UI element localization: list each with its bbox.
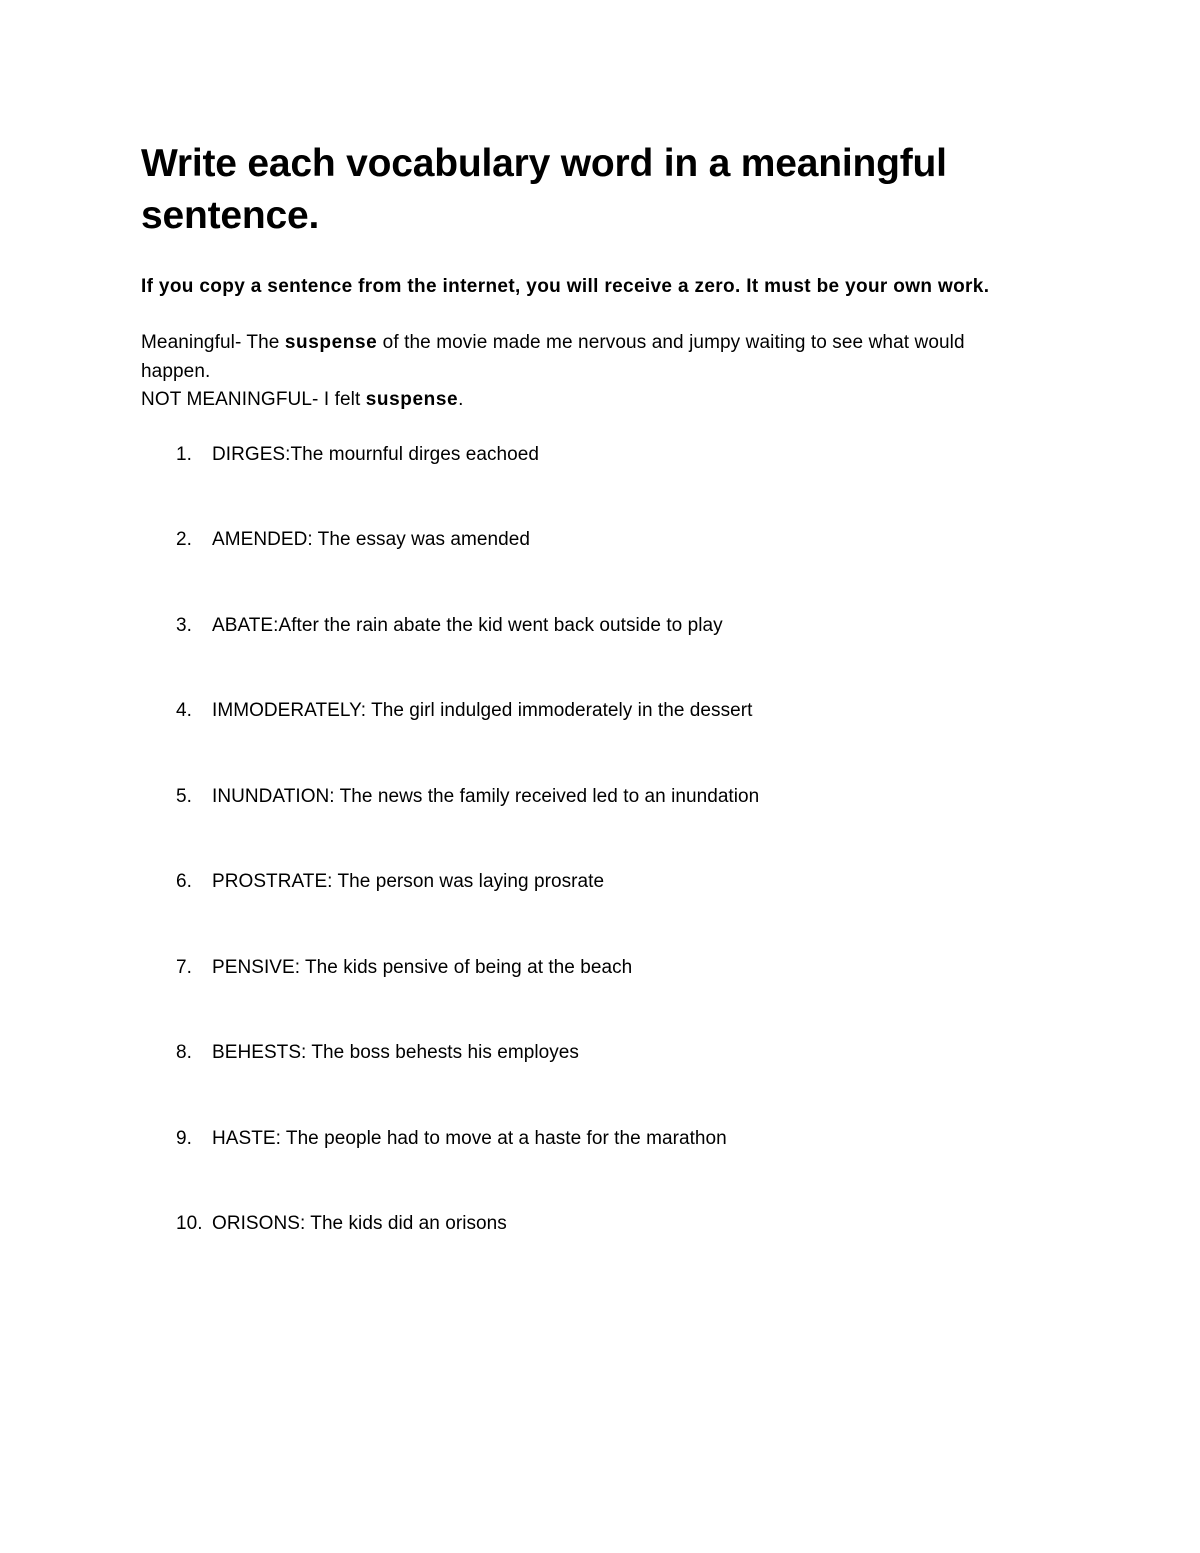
examples-section — [141, 329, 1021, 415]
vocab-number: 2. — [176, 529, 192, 550]
vocab-number: 5. — [176, 785, 192, 807]
meaningful-example-word: suspense — [284, 332, 378, 353]
vocab-number: 6. — [176, 871, 192, 892]
vocab-sentence: PROSTRATE: The person was laying prosrate — [212, 871, 605, 892]
vocab-number: 10. — [176, 1213, 203, 1234]
vocab-item — [141, 1125, 1021, 1211]
vocab-item — [141, 1039, 1021, 1125]
vocab-sentence: PENSIVE: The kids pensive of being at the beach — [212, 956, 633, 978]
vocab-item — [141, 1210, 1021, 1296]
vocab-sentence: IMMODERATELY: The girl indulged immoderately in the dessert — [212, 700, 753, 721]
vocab-item — [141, 441, 1021, 527]
vocabulary-list — [141, 441, 1021, 1296]
page-title: Write each vocabulary word in a meaningful sentence. — [141, 142, 947, 237]
vocab-item — [141, 954, 1021, 1040]
document-page — [141, 138, 1021, 1296]
meaningful-example — [141, 329, 1021, 386]
vocab-sentence: INUNDATION: The news the family received led to an inundation — [212, 785, 760, 807]
vocab-item — [141, 697, 1021, 783]
vocab-sentence: ORISONS: The kids did an orisons — [212, 1213, 507, 1234]
vocab-sentence: BEHESTS: The boss behests his employes — [212, 1042, 579, 1063]
vocab-item — [141, 612, 1021, 698]
not-meaningful-example-suffix: . — [458, 389, 464, 410]
not-meaningful-example — [141, 386, 1021, 415]
vocab-number: 9. — [176, 1127, 192, 1149]
vocab-item — [141, 526, 1021, 612]
vocab-number: 4. — [176, 700, 192, 721]
vocab-item — [141, 783, 1021, 869]
vocab-item — [141, 868, 1021, 954]
vocab-sentence: AMENDED: The essay was amended — [212, 529, 530, 550]
vocab-number: 3. — [176, 614, 192, 636]
meaningful-example-prefix: Meaningful- The — [141, 332, 285, 353]
not-meaningful-example-word: suspense — [365, 389, 459, 410]
vocab-sentence: ABATE:After the rain abate the kid went back outside to play — [212, 614, 723, 636]
plagiarism-warning: If you copy a sentence from the internet, you will receive a zero. It must be your own work. — [141, 276, 990, 297]
vocab-sentence: DIRGES:The mournful dirges eachoed — [212, 443, 539, 465]
vocab-number: 7. — [176, 956, 192, 978]
not-meaningful-example-prefix: NOT MEANINGFUL- I felt — [141, 389, 366, 410]
vocab-number: 8. — [176, 1042, 192, 1063]
vocab-number: 1. — [176, 443, 192, 465]
meaningful-example-suffix: of the movie made me nervous and jumpy waiting to see what would happen. — [141, 332, 965, 382]
vocab-sentence: HASTE: The people had to move at a haste for the marathon — [212, 1127, 727, 1149]
